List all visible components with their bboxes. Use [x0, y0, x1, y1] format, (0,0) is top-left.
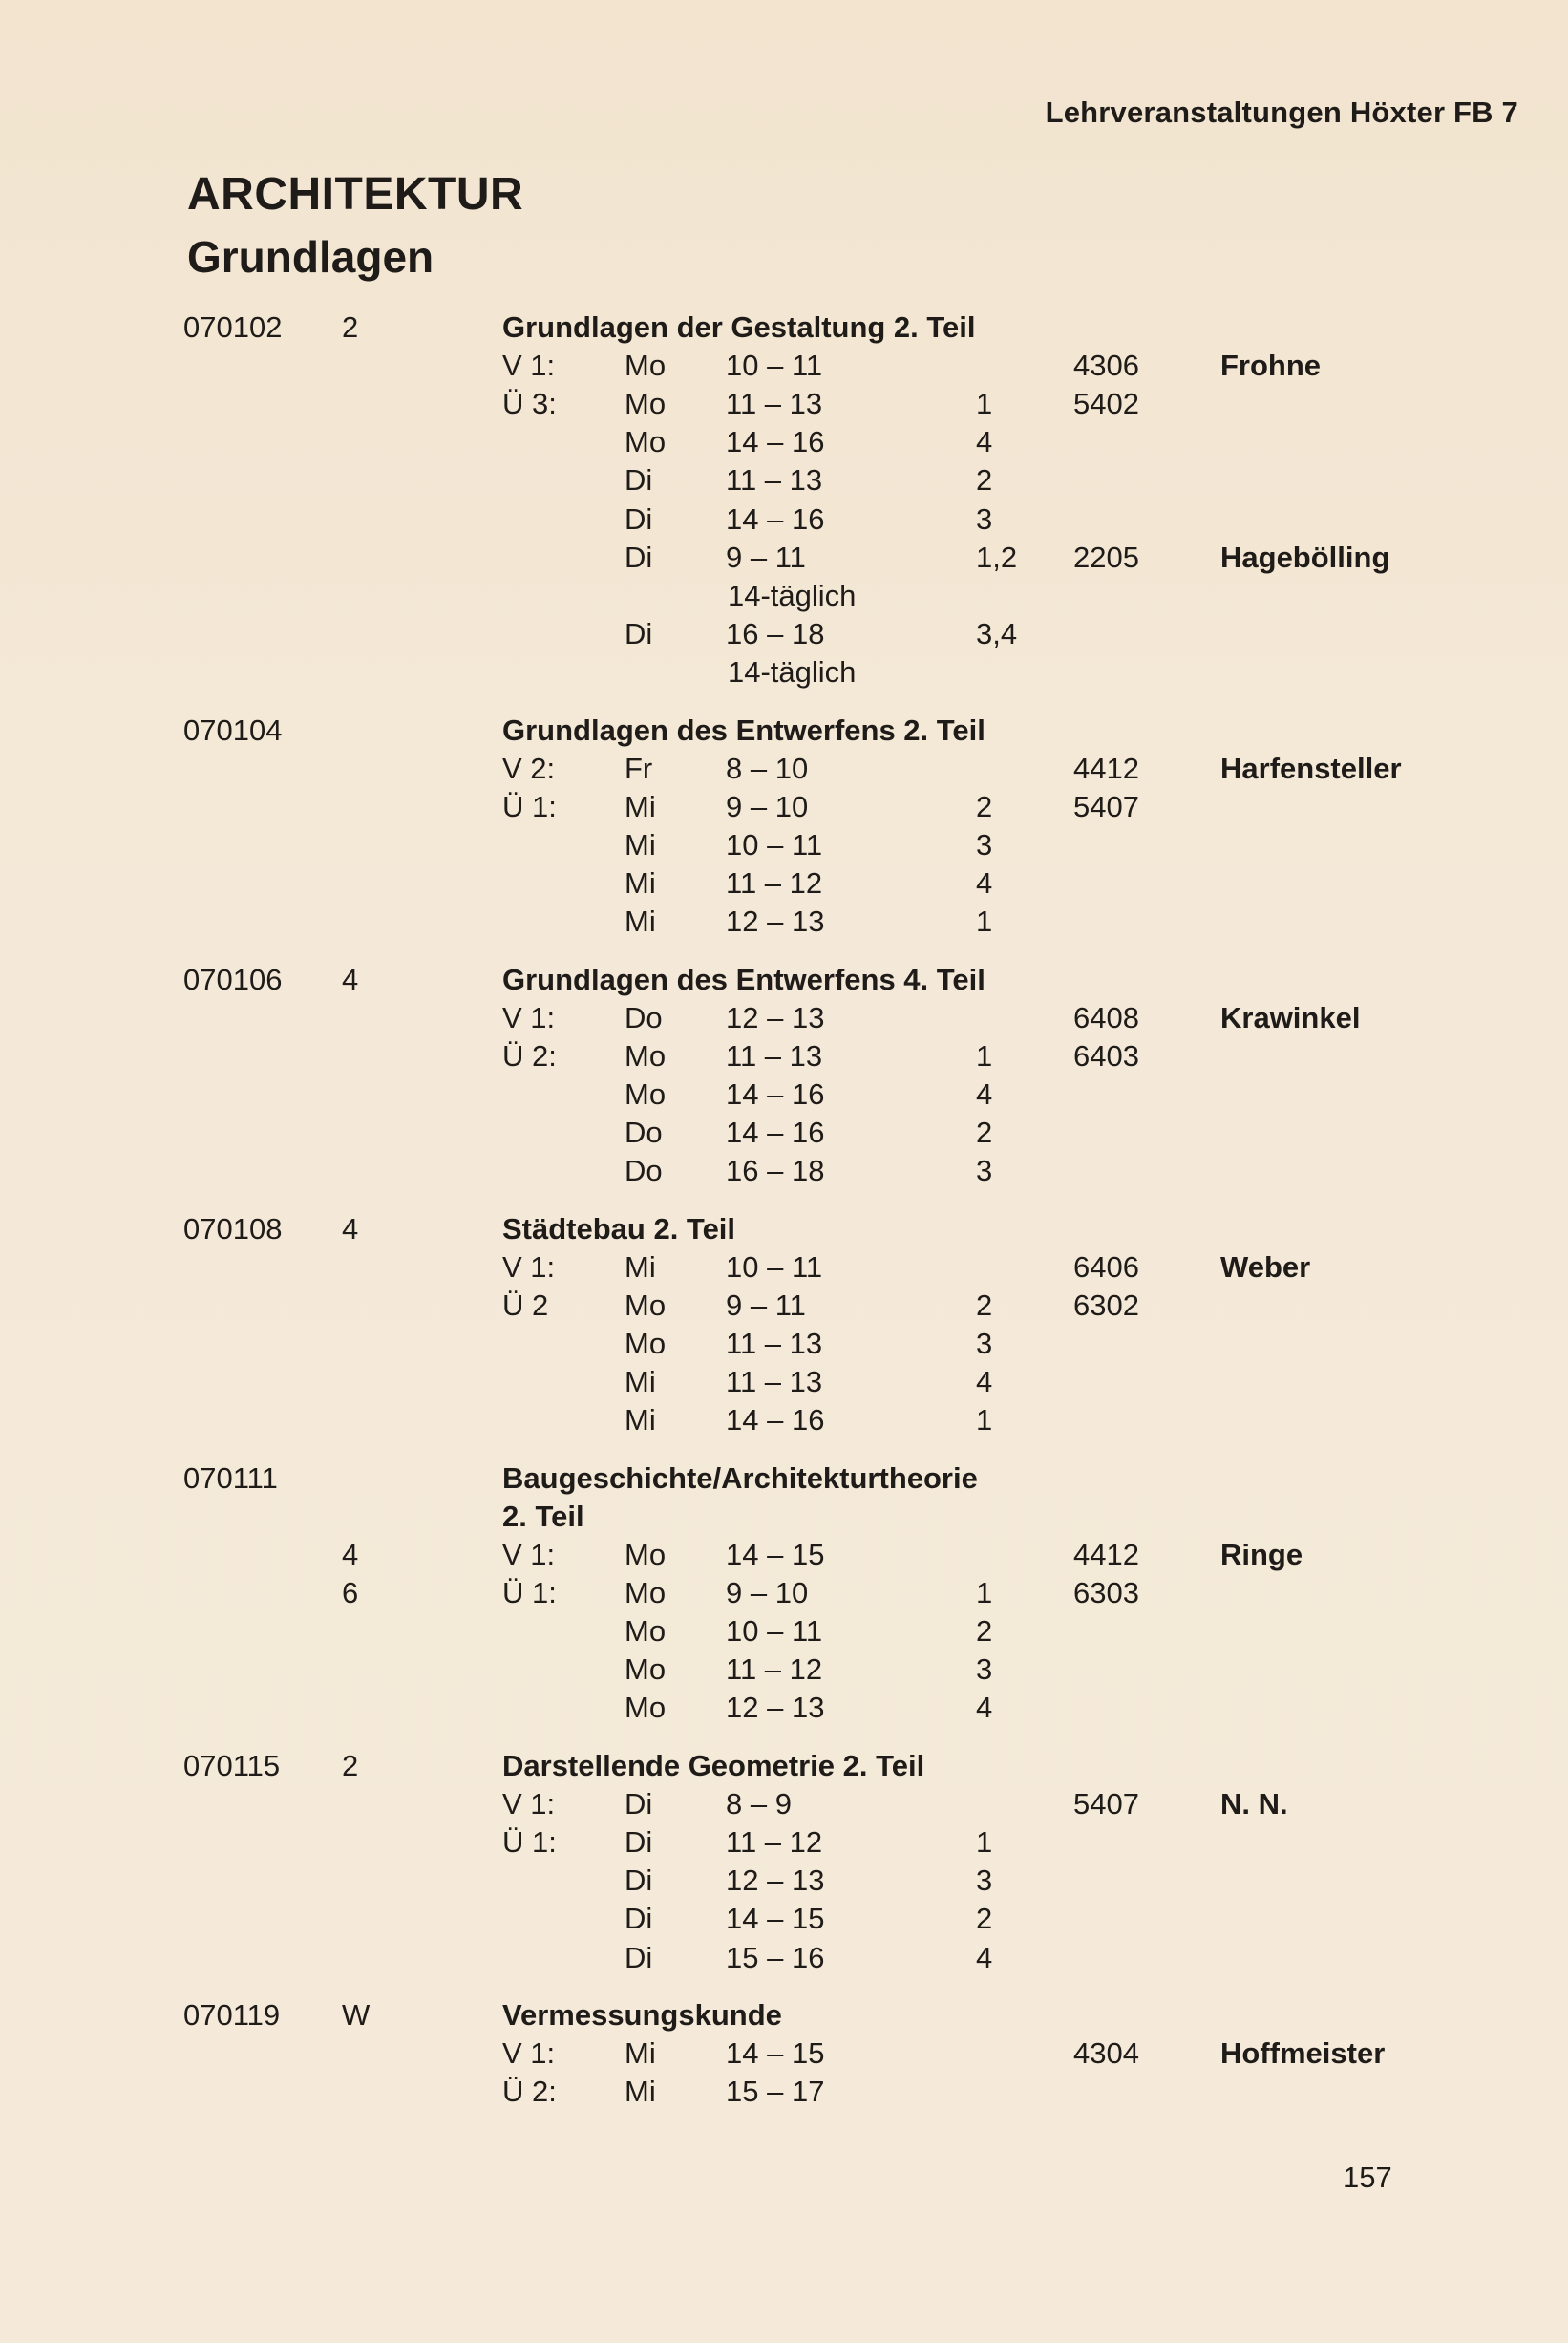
session-type: V 1: [502, 1787, 556, 1821]
course-number: 070104 [183, 713, 283, 747]
course-title: Darstellende Geometrie 2. Teil [502, 1749, 925, 1782]
group-number: 4 [976, 1691, 993, 1725]
room-number: 5407 [1073, 1787, 1139, 1821]
group-number: 1 [976, 1825, 993, 1860]
group-number: 2 [976, 1902, 993, 1936]
schedule-row [0, 385, 1568, 423]
schedule-row [0, 2073, 1568, 2111]
time-slot: 14 – 16 [726, 1116, 825, 1149]
course-number: 070108 [183, 1211, 283, 1246]
course-number: 070106 [183, 962, 283, 996]
weekday: Mi [625, 1365, 656, 1399]
room-number: 6406 [1073, 1249, 1139, 1284]
session-type: Ü 1: [502, 1576, 557, 1610]
schedule-row [0, 461, 1568, 500]
schedule-row [0, 1325, 1568, 1363]
session-type: V 2: [502, 751, 556, 785]
group-number: 4 [976, 1940, 993, 1974]
schedule-note-row [0, 653, 1568, 692]
time-slot: 14 – 16 [726, 501, 825, 536]
schedule-row [0, 903, 1568, 941]
session-type: Ü 3: [502, 387, 557, 421]
course-header-row [0, 309, 1568, 347]
weekday: Fr [625, 751, 653, 785]
weekday: Mi [625, 865, 656, 900]
time-slot: 12 – 13 [726, 1864, 825, 1898]
time-slot: 14 – 16 [726, 1076, 825, 1111]
group-number: 1 [976, 387, 993, 421]
course-sws: W [342, 1998, 371, 2033]
lecturer-name: Ringe [1220, 1538, 1303, 1571]
schedule-row [0, 788, 1568, 826]
schedule-row [0, 1363, 1568, 1401]
schedule-row [0, 423, 1568, 461]
time-slot: 10 – 11 [726, 1249, 823, 1284]
weekday: Mi [625, 1403, 656, 1438]
time-slot: 11 – 13 [726, 1038, 823, 1073]
schedule-row [0, 864, 1568, 903]
schedule-row [0, 1900, 1568, 1938]
group-number: 2 [976, 1288, 993, 1322]
weekday: Mo [625, 1076, 667, 1111]
schedule-row [0, 1037, 1568, 1076]
time-slot: 11 – 13 [726, 1327, 823, 1360]
schedule-row [0, 1401, 1568, 1439]
weekday: Mo [625, 425, 667, 459]
weekday: Mo [625, 1538, 667, 1571]
time-slot: 9 – 10 [726, 1576, 809, 1610]
time-slot: 14 – 16 [726, 1403, 825, 1438]
session-type: Ü 2 [502, 1288, 549, 1322]
room-number: 2205 [1073, 540, 1139, 574]
weekday: Di [625, 1787, 653, 1821]
weekday: Mi [625, 2075, 656, 2109]
weekday: Mi [625, 827, 656, 862]
page-header: Lehrveranstaltungen Höxter FB 7 [1045, 96, 1518, 129]
time-slot: 14 – 16 [726, 425, 825, 459]
time-slot: 11 – 12 [726, 1825, 823, 1860]
schedule-row [0, 1076, 1568, 1114]
lecturer-name: Frohne [1220, 349, 1322, 383]
course-sws: 2 [342, 310, 359, 344]
course-title: Baugeschichte/Architekturtheorie [502, 1460, 978, 1495]
weekday: Mi [625, 789, 656, 823]
lecturer-name: Krawinkel [1220, 1000, 1361, 1034]
course-title: Vermessungskunde [502, 1998, 782, 2033]
session-type: Ü 1: [502, 1825, 557, 1860]
time-slot: 9 – 11 [726, 540, 806, 574]
weekday: Mo [625, 1038, 667, 1073]
schedule-row [0, 539, 1568, 577]
weekday: Mo [625, 1614, 667, 1649]
room-number: 4412 [1073, 751, 1139, 785]
weekday: Mo [625, 1652, 667, 1687]
time-slot: 11 – 13 [726, 387, 823, 421]
course-title: Städtebau 2. Teil [502, 1211, 736, 1246]
time-slot: 11 – 13 [726, 463, 823, 498]
session-type: Ü 2: [502, 1038, 557, 1073]
section-heading: ARCHITEKTUR [187, 169, 524, 220]
weekday: Di [625, 540, 653, 574]
weekday: Di [625, 1825, 653, 1860]
lecturer-name: N. N. [1220, 1787, 1288, 1821]
time-slot: 9 – 10 [726, 789, 809, 823]
weekday: Mo [625, 1288, 667, 1322]
room-number: 6302 [1073, 1288, 1139, 1322]
course-title: Grundlagen der Gestaltung 2. Teil [502, 310, 976, 344]
group-number: 3,4 [976, 616, 1018, 650]
section-subheading: Grundlagen [187, 232, 434, 282]
schedule-note: 14-täglich [728, 578, 857, 612]
course-number: 070119 [183, 1998, 281, 2033]
course-title: Grundlagen des Entwerfens 2. Teil [502, 713, 985, 747]
schedule-row [0, 1152, 1568, 1190]
group-number: 2 [976, 1614, 993, 1649]
group-number: 2 [976, 1116, 993, 1149]
group-number: 2 [976, 463, 993, 498]
time-slot: 16 – 18 [726, 1154, 825, 1188]
course-sws: 4 [342, 1538, 359, 1571]
schedule-row [0, 1574, 1568, 1612]
course-title-continued-row [0, 1498, 1568, 1536]
time-slot: 11 – 12 [726, 1652, 823, 1687]
group-number: 3 [976, 827, 993, 862]
session-type: Ü 2: [502, 2075, 557, 2109]
schedule-row [0, 1248, 1568, 1287]
room-number: 5407 [1073, 789, 1139, 823]
page-number: 157 [1343, 2161, 1392, 2194]
weekday: Mo [625, 1691, 667, 1725]
time-slot: 14 – 15 [726, 1902, 825, 1936]
course-header-row [0, 712, 1568, 750]
session-type: Ü 1: [502, 789, 557, 823]
time-slot: 10 – 11 [726, 1614, 823, 1649]
schedule-row [0, 615, 1568, 653]
schedule-row [0, 1612, 1568, 1651]
weekday: Di [625, 1864, 653, 1898]
course-title-continued: 2. Teil [502, 1499, 584, 1533]
group-number: 1 [976, 905, 993, 938]
time-slot: 12 – 13 [726, 905, 825, 938]
time-slot: 10 – 11 [726, 827, 823, 862]
weekday: Mo [625, 349, 667, 383]
schedule-row [0, 1939, 1568, 1977]
schedule-row [0, 501, 1568, 539]
course-number: 070115 [183, 1749, 281, 1782]
weekday: Di [625, 1902, 653, 1936]
time-slot: 12 – 13 [726, 1691, 825, 1725]
schedule-row [0, 1689, 1568, 1727]
time-slot: 8 – 9 [726, 1787, 792, 1821]
time-slot: 15 – 16 [726, 1940, 825, 1974]
weekday: Di [625, 501, 653, 536]
session-type: V 1: [502, 1000, 556, 1034]
weekday: Di [625, 616, 653, 650]
course-sws: 2 [342, 1749, 359, 1782]
group-number: 1 [976, 1403, 993, 1438]
weekday: Do [625, 1116, 663, 1149]
time-slot: 14 – 15 [726, 1538, 825, 1571]
weekday: Di [625, 463, 653, 498]
weekday: Do [625, 1000, 663, 1034]
lecturer-name: Weber [1220, 1249, 1311, 1284]
time-slot: 12 – 13 [726, 1000, 825, 1034]
group-number: 1 [976, 1038, 993, 1073]
room-number: 4306 [1073, 349, 1139, 383]
schedule-row [0, 1785, 1568, 1823]
course-title: Grundlagen des Entwerfens 4. Teil [502, 962, 985, 996]
time-slot: 16 – 18 [726, 616, 825, 650]
group-number: 3 [976, 1327, 993, 1360]
schedule-note: 14-täglich [728, 654, 857, 689]
course-header-row [0, 1996, 1568, 2034]
weekday: Mi [625, 2036, 656, 2071]
room-number: 5402 [1073, 387, 1139, 421]
time-slot: 10 – 11 [726, 349, 823, 383]
course-number: 070111 [183, 1460, 278, 1495]
course-header-row [0, 1459, 1568, 1498]
room-number: 4412 [1073, 1538, 1139, 1571]
group-number: 3 [976, 1864, 993, 1898]
weekday: Mo [625, 387, 667, 421]
weekday: Mo [625, 1576, 667, 1610]
group-number: 4 [976, 865, 993, 900]
schedule-row [0, 999, 1568, 1037]
session-type: V 1: [502, 349, 556, 383]
time-slot: 11 – 13 [726, 1365, 823, 1399]
time-slot: 11 – 12 [726, 865, 823, 900]
group-number: 4 [976, 1076, 993, 1111]
schedule-row [0, 1823, 1568, 1862]
room-number: 6303 [1073, 1576, 1139, 1610]
lecturer-name: Hoffmeister [1220, 2036, 1386, 2071]
group-number: 4 [976, 1365, 993, 1399]
course-number: 070102 [183, 310, 283, 344]
schedule-note-row [0, 577, 1568, 615]
course-sws: 4 [342, 962, 359, 996]
group-number: 1,2 [976, 540, 1018, 574]
group-number: 4 [976, 425, 993, 459]
group-number: 3 [976, 1154, 993, 1188]
course-sws: 4 [342, 1211, 359, 1246]
lecturer-name: Hagebölling [1220, 540, 1390, 574]
weekday: Do [625, 1154, 663, 1188]
schedule-row [0, 1536, 1568, 1574]
session-type: V 1: [502, 2036, 556, 2071]
time-slot: 8 – 10 [726, 751, 809, 785]
lecturer-name: Harfensteller [1220, 751, 1402, 785]
group-number: 1 [976, 1576, 993, 1610]
schedule-row [0, 2034, 1568, 2073]
room-number: 6403 [1073, 1038, 1139, 1073]
schedule-row [0, 347, 1568, 385]
room-number: 4304 [1073, 2036, 1139, 2071]
room-number: 6408 [1073, 1000, 1139, 1034]
weekday: Mi [625, 905, 656, 938]
session-type: V 1: [502, 1538, 556, 1571]
schedule-row [0, 1651, 1568, 1689]
course-header-row [0, 961, 1568, 999]
schedule-row [0, 1862, 1568, 1900]
group-number: 3 [976, 501, 993, 536]
time-slot: 9 – 11 [726, 1288, 806, 1322]
session-type: V 1: [502, 1249, 556, 1284]
schedule-row [0, 826, 1568, 864]
course-header-row [0, 1210, 1568, 1248]
time-slot: 14 – 15 [726, 2036, 825, 2071]
schedule-row [0, 1114, 1568, 1152]
schedule-row [0, 1287, 1568, 1325]
weekday: Mo [625, 1327, 667, 1360]
course-header-row [0, 1747, 1568, 1785]
group-number: 3 [976, 1652, 993, 1687]
course-sws: 6 [342, 1576, 359, 1610]
schedule-row [0, 750, 1568, 788]
weekday: Mi [625, 1249, 656, 1284]
group-number: 2 [976, 789, 993, 823]
weekday: Di [625, 1940, 653, 1974]
time-slot: 15 – 17 [726, 2075, 825, 2109]
